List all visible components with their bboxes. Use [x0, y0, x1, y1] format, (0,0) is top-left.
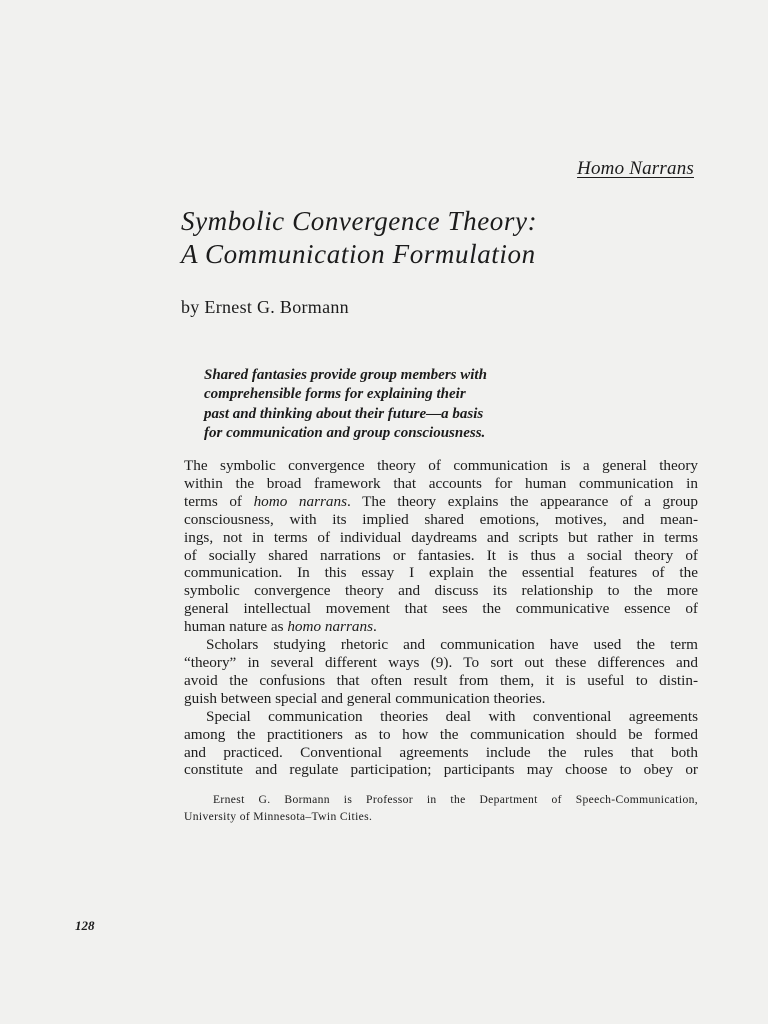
italic-term: homo narrans	[253, 492, 348, 510]
body-line: consciousness, with its implied shared emotions, motives, and mean-	[184, 510, 698, 528]
body-line: within the broad framework that accounts for human communication in	[184, 474, 698, 492]
body-line: constitute and regulate participation; participants may choose to obey or	[184, 761, 698, 779]
page-number: 128	[75, 918, 95, 933]
body-line: guish between special and general communication theories.	[184, 689, 546, 707]
body-line: human nature as homo narrans.	[184, 618, 377, 636]
abstract-line: for communication and group consciousness.	[204, 424, 486, 441]
italic-term: homo narrans	[287, 618, 373, 636]
body-line: ings, not in terms of individual daydreams and scripts but rather in terms	[184, 528, 698, 546]
body-line: among the practitioners as to how the communication should be formed	[184, 725, 698, 743]
article-title	[181, 205, 701, 271]
body-line: and practiced. Conventional agreements include the rules that both	[184, 743, 698, 761]
body-line: Scholars studying rhetoric and communication have used the term	[206, 636, 698, 654]
title-line: Symbolic Convergence Theory:	[181, 206, 538, 236]
author-footnote	[184, 792, 698, 825]
abstract-line: past and thinking about their future—a basis	[204, 405, 484, 422]
footnote-line: Ernest G. Bormann is Professor in the Department of Speech-Communication,	[213, 793, 698, 806]
abstract	[204, 366, 584, 443]
body-text	[184, 457, 698, 779]
body-line: “theory” in several different ways (9). To sort out these differences and	[184, 653, 698, 671]
body-line: Special communication theories deal with conventional agreements	[206, 707, 698, 725]
body-line: symbolic convergence theory and discuss its relationship to the more	[184, 582, 698, 600]
body-line: The symbolic convergence theory of communication is a general theory	[184, 457, 698, 474]
section-label: Homo Narrans	[577, 158, 694, 179]
body-line: communication. In this essay I explain the essential features of the	[184, 564, 698, 582]
title-line: A Communication Formulation	[181, 239, 536, 269]
abstract-line: Shared fantasies provide group members with	[204, 367, 487, 383]
body-line: general intellectual movement that sees the communicative essence of	[184, 600, 698, 618]
author-byline: by Ernest G. Bormann	[181, 297, 349, 317]
body-line: terms of homo narrans. The theory explains the appearance of a group	[184, 492, 698, 510]
body-line: avoid the confusions that often result from them, it is useful to distin-	[184, 671, 698, 689]
body-line: of socially shared narrations or fantasies. It is thus a social theory of	[184, 546, 698, 564]
abstract-line: comprehensible forms for explaining their	[204, 386, 466, 403]
footnote-line: University of Minnesota–Twin Cities.	[184, 809, 373, 823]
